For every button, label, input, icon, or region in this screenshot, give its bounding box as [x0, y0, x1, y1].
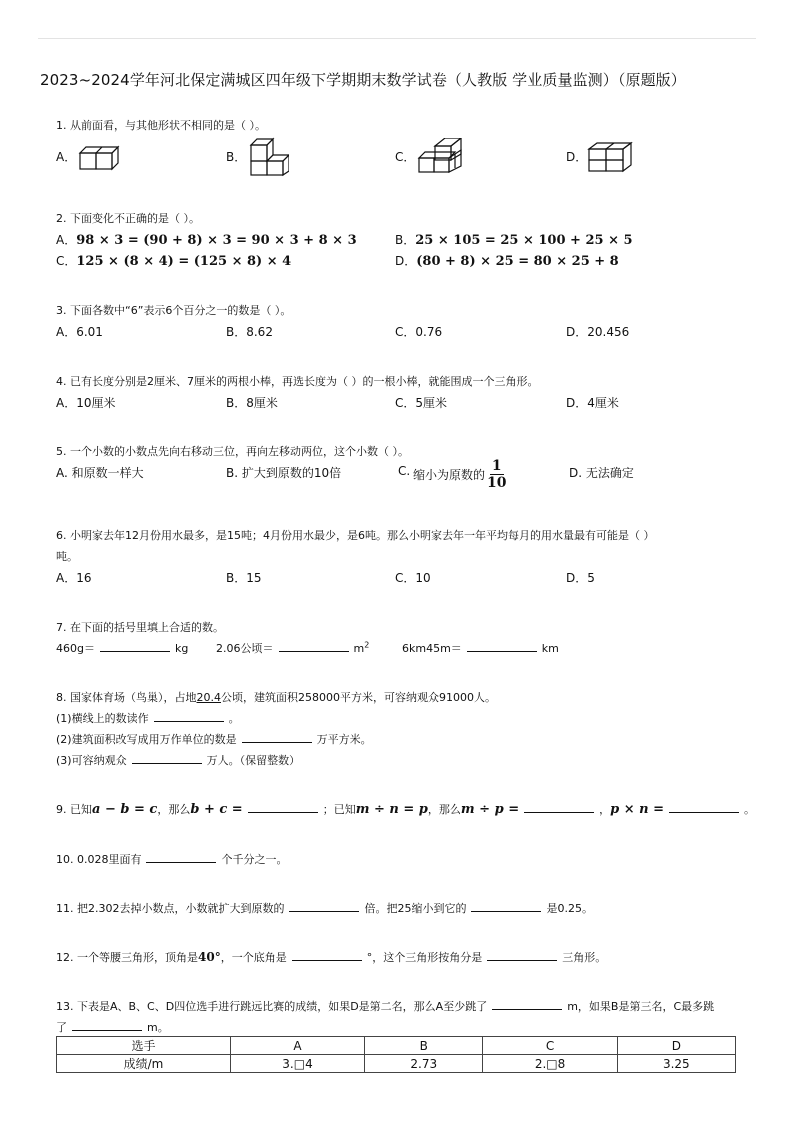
q8-blank-3[interactable] [132, 753, 202, 764]
q2-option-d [395, 252, 619, 269]
table-row [57, 1055, 736, 1073]
question-8-stem [56, 689, 496, 705]
q9-text-4: ， [599, 803, 611, 816]
table-cell: 2.73 [365, 1055, 483, 1073]
question-4-stem: 4. 已有长度分别是2厘米、7厘米的两根小棒，再选长度为（ ）的一根小棒，就能围成一个三角形。 [56, 375, 539, 388]
q8-stem-suffix: 公顷，建筑面积258000平方米，可容纳观众91000人。 [221, 691, 496, 704]
q9-expr-3: m ÷ n = p [355, 802, 428, 817]
q1-option-a-label: A． [56, 150, 77, 164]
q9-text-1: ，那么 [157, 803, 191, 816]
q2-option-c-expression: 125 × (8 × 4) = (125 × 8) × 4 [76, 254, 292, 269]
q12-prefix: 12. 一个等腰三角形，顶角是 [56, 951, 198, 964]
q4-option-a: A．10厘米 [56, 396, 116, 410]
q7-part-3-prefix: 6km45m＝ [402, 642, 462, 655]
q12-suffix: 三角形。 [562, 951, 607, 964]
q4-option-b: B．8厘米 [226, 396, 278, 410]
q10-suffix: 个千分之一。 [221, 853, 288, 866]
question-3-stem: 3. 下面各数中“6”表示6个百分之一的数是（ ）。 [56, 304, 292, 317]
q3-option-a: A．6.01 [56, 325, 103, 339]
question-13-stem [56, 998, 714, 1014]
cube-stack-c-icon [415, 138, 467, 177]
q11-suffix: 是0.25。 [546, 902, 593, 915]
q7-part-2-exponent: 2 [364, 640, 370, 650]
q13-blank-1[interactable] [492, 999, 562, 1010]
page-title: 2023~2024学年河北保定满城区四年级下学期期末数学试卷（人教版 学业质量监测）（原题版） [40, 71, 686, 89]
top-divider [38, 38, 756, 39]
q8-sub-1-prefix: (1)横线上的数读作 [56, 712, 149, 725]
q7-part-1 [56, 640, 188, 656]
question-12 [56, 949, 606, 965]
q4-option-d: D．4厘米 [566, 396, 619, 410]
table-header-cell: A [230, 1037, 364, 1055]
q13-cont-suffix: m。 [147, 1021, 169, 1034]
q5-option-c-text: 缩小为原数的 [413, 468, 486, 482]
q8-sub-2-suffix: 万平方米。 [316, 733, 372, 746]
table-cell: 3.25 [617, 1055, 735, 1073]
cube-stack-a-icon [78, 143, 122, 174]
q13-prefix: 13. 下表是A、B、C、D四位选手进行跳远比赛的成绩，如果D是第二名，那么A至少跳了 [56, 1000, 488, 1013]
q2-option-a-label: A． [56, 233, 77, 247]
q7-blank-1[interactable] [100, 641, 170, 652]
q8-sub-2 [56, 731, 372, 747]
q8-sub-3 [56, 752, 300, 768]
table-header-cell: 选手 [57, 1037, 231, 1055]
cube-stack-b-icon [245, 137, 289, 180]
q5-option-b: B. 扩大到原数的10倍 [226, 466, 342, 480]
q6-option-c: C．10 [395, 571, 431, 585]
question-6-stem-continued: 吨。 [56, 550, 78, 563]
q11-blank-2[interactable] [471, 901, 541, 912]
q12-middle-2: °，这个三角形按角分是 [366, 951, 483, 964]
q11-prefix: 11. 把2.302去掉小数点，小数就扩大到原数的 [56, 902, 285, 915]
question-10 [56, 851, 287, 867]
q13-middle: m，如果B是第三名，C最多跳 [567, 1000, 715, 1013]
q8-sub-1 [56, 710, 240, 726]
q4-option-c: C．5厘米 [395, 396, 448, 410]
q13-blank-2[interactable] [72, 1020, 142, 1031]
q2-option-d-label: D． [395, 254, 417, 268]
q9-blank-2[interactable] [524, 802, 594, 813]
q5-option-c [413, 458, 507, 491]
q5-option-a: A. 和原数一样大 [56, 466, 144, 480]
table-header-cell: D [617, 1037, 735, 1055]
q5-fraction-numerator: 1 [491, 458, 502, 474]
q2-option-d-expression: (80 + 8) × 25 = 80 × 25 + 8 [416, 254, 619, 269]
q12-blank-1[interactable] [292, 950, 362, 961]
question-6-stem: 6. 小明家去年12月份用水最多，是15吨；4月份用水最少，是6吨。那么小明家去年一年平均每月的用水量最有可能是（ ） [56, 529, 655, 542]
question-7-stem: 7. 在下面的括号里填上合适的数。 [56, 621, 224, 634]
table-cell: 成绩/m [57, 1055, 231, 1073]
q7-part-2-prefix: 2.06公顷＝ [216, 642, 274, 655]
q8-blank-1[interactable] [154, 711, 224, 722]
q2-option-a [56, 231, 357, 248]
q8-stem-underlined-number: 20.4 [196, 691, 221, 704]
q5-option-d: D. 无法确定 [569, 466, 634, 480]
q1-option-b-label: B． [226, 150, 247, 164]
table-header-row [57, 1037, 736, 1055]
table-cell: 2.□8 [483, 1055, 617, 1073]
question-5-stem: 5. 一个小数的小数点先向右移动三位，再向左移动两位，这个小数（ ）。 [56, 445, 409, 458]
table-header-cell: C [483, 1037, 617, 1055]
q7-part-2-unit: m [353, 642, 365, 655]
q13-cont-prefix: 了 [56, 1021, 67, 1034]
q10-blank[interactable] [146, 852, 216, 863]
q5-option-c-label: C. [398, 464, 411, 478]
q8-blank-2[interactable] [242, 732, 312, 743]
q9-expr-5: p × n = [610, 802, 665, 817]
q9-expr-4: m ÷ p = [460, 802, 520, 817]
question-13-stem-continued [56, 1019, 169, 1035]
q2-option-c [56, 252, 291, 269]
q9-blank-3[interactable] [669, 802, 739, 813]
q5-fraction [487, 458, 506, 491]
q7-part-1-prefix: 460g＝ [56, 642, 95, 655]
q1-option-d-label: D． [566, 150, 588, 164]
q8-sub-1-suffix: 。 [228, 712, 240, 725]
q9-blank-1[interactable] [248, 802, 318, 813]
q2-option-b-label: B． [395, 233, 416, 247]
q5-fraction-denominator: 10 [487, 475, 507, 491]
q11-middle: 倍。把25缩小到它的 [364, 902, 467, 915]
q9-text-3: ，那么 [427, 803, 461, 816]
q12-middle: ，一个底角是 [220, 951, 287, 964]
q2-option-b [395, 231, 633, 248]
q9-expr-2: b + c = [190, 802, 243, 817]
q9-expr-1: a − b = c [92, 802, 158, 817]
q9-text-5: 。 [744, 803, 756, 816]
q3-option-c: C．0.76 [395, 325, 443, 339]
q2-option-a-expression: 98 × 3 = (90 + 8) × 3 = 90 × 3 + 8 × 3 [76, 233, 357, 248]
q7-blank-3[interactable] [467, 641, 537, 652]
q2-option-b-expression: 25 × 105 = 25 × 100 + 25 × 5 [415, 233, 633, 248]
cube-stack-d-icon [587, 141, 635, 176]
q10-prefix: 10. 0.028里面有 [56, 853, 142, 866]
q8-sub-3-suffix: 万人。（保留整数） [206, 754, 301, 767]
question-9 [56, 801, 755, 817]
q3-option-b: B．8.62 [226, 325, 273, 339]
q7-part-2 [216, 640, 369, 656]
q7-part-1-unit: kg [174, 642, 189, 655]
table-header-cell: B [365, 1037, 483, 1055]
q9-prefix: 9. 已知 [56, 803, 92, 816]
q6-option-d: D．5 [566, 571, 595, 585]
q9-text-2: ；已知 [322, 803, 356, 816]
question-1-stem: 1. 从前面看，与其他形状不相同的是（ ）。 [56, 119, 266, 132]
q11-blank-1[interactable] [289, 901, 359, 912]
q12-degree: 40° [198, 950, 221, 964]
q7-blank-2[interactable] [279, 641, 349, 652]
q12-blank-2[interactable] [487, 950, 557, 961]
q3-option-d: D．20.456 [566, 325, 630, 339]
q8-sub-2-prefix: (2)建筑面积改写成用万作单位的数是 [56, 733, 237, 746]
q1-option-c-label: C． [395, 150, 416, 164]
q6-option-b: B．15 [226, 571, 262, 585]
q8-sub-3-prefix: (3)可容纳观众 [56, 754, 127, 767]
q8-stem-prefix: 8. 国家体育场（鸟巢），占地 [56, 691, 197, 704]
q7-part-3 [402, 640, 559, 656]
q7-part-3-unit: km [541, 642, 559, 655]
q13-score-table [56, 1036, 736, 1073]
q6-option-a: A．16 [56, 571, 92, 585]
question-11 [56, 900, 593, 916]
table-cell: 3.□4 [230, 1055, 364, 1073]
q2-option-c-label: C． [56, 254, 77, 268]
question-2-stem: 2. 下面变化不正确的是（ ）。 [56, 212, 200, 225]
